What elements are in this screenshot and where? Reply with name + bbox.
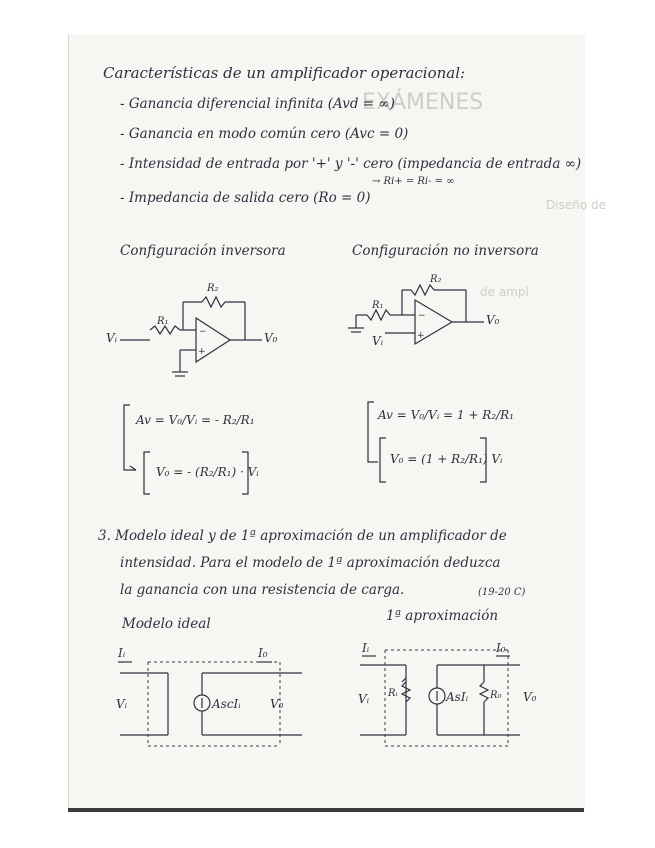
- input-current-label: Iᵢ: [362, 641, 370, 655]
- bleed-through-text: Diseño de: [546, 198, 606, 212]
- ideal-model-title: Modelo ideal: [122, 616, 211, 632]
- non-inverting-gain-formula: Av = V₀/Vᵢ = 1 + R₂/R₁: [378, 408, 514, 422]
- svg-text:+: +: [417, 331, 425, 341]
- inverting-gain-formula: Av = V₀/Vᵢ = - R₂/R₁: [136, 413, 255, 427]
- output-voltage-label: V₀: [486, 313, 500, 327]
- first-approx-title: 1ª aproximación: [386, 608, 499, 624]
- svg-text:+: +: [198, 347, 206, 357]
- resistor-r1-label: R₁: [372, 300, 384, 311]
- non-inverting-circuit: [348, 285, 484, 344]
- current-source-label: AsIᵢ: [446, 690, 468, 704]
- question-reference: (19-20 C): [478, 587, 526, 598]
- non-inverting-title: Configuración no inversora: [352, 243, 539, 259]
- bleed-through-title: EXÁMENES: [362, 90, 484, 115]
- heading: Características de un amplificador operacional:: [103, 64, 466, 82]
- non-inverting-output-formula: V₀ = (1 + R₂/R₁) Vᵢ: [390, 452, 503, 466]
- output-resistor-label: R₀: [490, 690, 502, 701]
- input-voltage-label: Vᵢ: [372, 334, 384, 348]
- output-voltage-label: V₀: [523, 690, 537, 704]
- svg-text:−: −: [418, 311, 426, 321]
- output-voltage-label: V₀: [264, 331, 278, 345]
- input-voltage-label: Vᵢ: [106, 331, 118, 345]
- list-item-note: → Ri+ = Ri- = ∞: [372, 176, 455, 187]
- current-source-label: AscIᵢ: [212, 697, 241, 711]
- output-voltage-label: V₀: [270, 697, 284, 711]
- resistor-r1-label: R₁: [157, 316, 169, 327]
- output-current-label: I₀: [496, 641, 506, 655]
- resistor-r2-label: R₂: [207, 283, 219, 294]
- list-item: - Ganancia diferencial infinita (Avd = ∞): [120, 96, 395, 112]
- output-current-label: I₀: [258, 646, 268, 660]
- bleed-through-text-2: de ampl: [480, 285, 529, 299]
- list-item: - Ganancia en modo común cero (Avc = 0): [120, 126, 409, 142]
- inverting-title: Configuración inversora: [120, 243, 286, 259]
- question-3-line: la ganancia con una resistencia de carga.: [120, 582, 405, 598]
- svg-text:−: −: [199, 327, 207, 337]
- question-3-line: intensidad. Para el modelo de 1ª aproximación deduzca: [120, 555, 501, 571]
- resistor-r2-label: R₂: [430, 274, 442, 285]
- input-voltage-label: Vᵢ: [116, 697, 128, 711]
- input-voltage-label: Vᵢ: [358, 692, 370, 706]
- input-resistor-label: Rᵢ: [388, 688, 398, 699]
- inverting-circuit: [120, 297, 262, 376]
- list-item: - Intensidad de entrada por '+' y '-' cero (impedancia de entrada ∞): [120, 156, 582, 172]
- inverting-output-formula: V₀ = - (R₂/R₁) · Vᵢ: [156, 465, 259, 479]
- input-current-label: Iᵢ: [118, 646, 126, 660]
- question-3-line: 3. Modelo ideal y de 1ª aproximación de un amplificador de: [98, 528, 507, 544]
- list-item: - Impedancia de salida cero (Ro = 0): [120, 190, 371, 206]
